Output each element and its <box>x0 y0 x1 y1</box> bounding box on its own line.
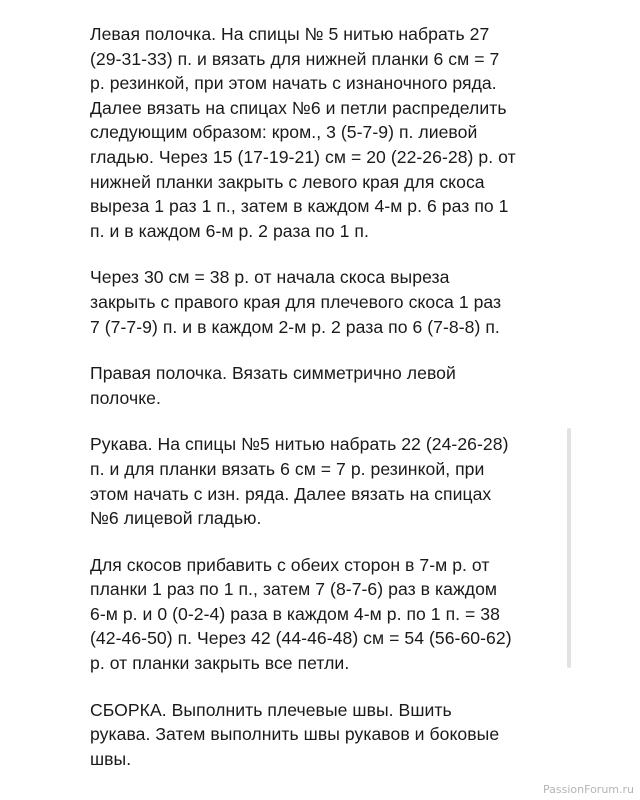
paragraph-left-front <box>90 22 560 243</box>
text-line: СБОРКА. Выполнить плечевые швы. Вшить <box>90 699 452 720</box>
text-line: полочке. <box>90 387 161 408</box>
text-line: Далее вязать на спицах №6 и петли распределить <box>90 97 507 118</box>
paragraph-sleeves <box>90 432 560 530</box>
text-line: р. от планки закрыть все петли. <box>90 653 350 674</box>
text-line: выреза 1 раз 1 п., затем в каждом 4-м р. 6 раз по 1 <box>90 196 509 217</box>
paragraph-assembly <box>90 698 560 772</box>
text-line: п. и в каждом 6-м р. 2 раза по 1 п. <box>90 220 369 241</box>
paragraph-sleeve-increases <box>90 553 560 676</box>
text-line: Через 30 см = 38 р. от начала скоса выреза <box>90 267 450 288</box>
text-line: закрыть с правого края для плечевого скоса 1 раз <box>90 291 502 312</box>
scrollbar[interactable] <box>567 428 571 668</box>
text-line: следующим образом: кром., 3 (5-7-9) п. лиевой <box>90 122 478 143</box>
text-line: планки 1 раз по 1 п., затем 7 (8-7-6) раз в каждом <box>90 579 498 600</box>
text-line: Для скосов прибавить с обеих сторон в 7-м р. от <box>90 554 490 575</box>
text-line: 7 (7-7-9) п. и в каждом 2-м р. 2 раза по 6 (7-8-8) п. <box>90 316 500 337</box>
text-line: швы. <box>90 748 132 769</box>
text-line: нижней планки закрыть с левого края для скоса <box>90 171 485 192</box>
text-line: (29-31-33) п. и вязать для нижней планки 6 см = 7 <box>90 48 500 69</box>
document-body <box>90 22 560 793</box>
text-line: п. и для планки вязать 6 см = 7 р. резинкой, при <box>90 458 485 479</box>
text-line: 6-м р. и 0 (0-2-4) раза в каждом 4-м р. по 1 п. = 38 <box>90 603 500 624</box>
text-line: этом начать с изн. ряда. Далее вязать на спицах <box>90 483 492 504</box>
text-line: №6 лицевой гладью. <box>90 508 262 529</box>
paragraph-shoulder-bevel <box>90 265 560 339</box>
text-line: Правая полочка. Вязать симметрично левой <box>90 363 456 384</box>
text-line: Рукава. На спицы №5 нитью набрать 22 (24-26-28) <box>90 434 509 455</box>
text-line: Левая полочка. На спицы № 5 нитью набрать 27 <box>90 24 490 44</box>
watermark-text: PassionForum.ru <box>543 783 634 796</box>
text-line: (42-46-50) п. Через 42 (44-46-48) см = 54 (56-60-62) <box>90 628 512 649</box>
paragraph-right-front <box>90 361 560 410</box>
text-line: гладью. Через 15 (17-19-21) см = 20 (22-26-28) р. от <box>90 146 516 167</box>
text-line: р. резинкой, при этом начать с изнаночного ряда. <box>90 73 497 94</box>
text-line: рукава. Затем выполнить швы рукавов и боковые <box>90 724 500 745</box>
